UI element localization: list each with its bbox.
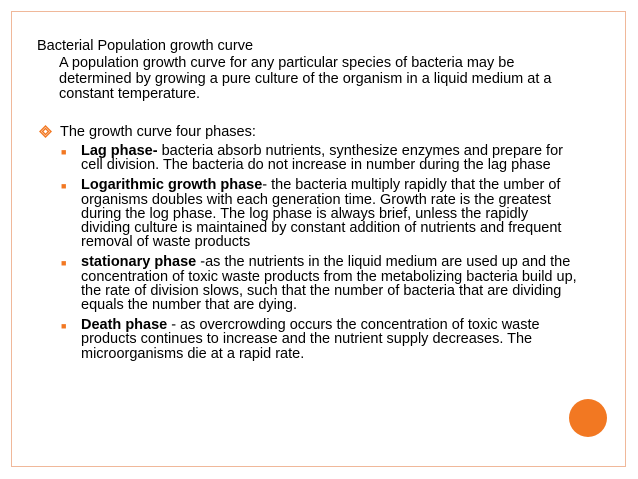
orange-circle-icon (569, 399, 607, 437)
phase-term: Logarithmic growth phase (81, 177, 263, 194)
list-item (61, 178, 581, 249)
list-item (61, 144, 581, 172)
square-bullet-icon: ■ (61, 321, 67, 332)
phase-description: -as the nutrients in the liquid medium are used up and the concentration of toxic waste products from the metabolizing bacteria build up, the rate of division slows, such that the number of bacteria that are dividing equals the number that are dying. (81, 254, 577, 314)
phase-description: bacteria absorb nutrients, synthesize enzymes and prepare for cell division. The bacteria do not increase in number during the lag phase (81, 143, 563, 174)
square-bullet-icon: ■ (61, 181, 67, 192)
diamond-bullet-icon (39, 125, 53, 139)
square-bullet-icon: ■ (61, 258, 67, 269)
phase-description: - as overcrowding occurs the concentration of toxic waste products continues to increase and the nutrient supply decreases. The microorganisms die at a rapid rate. (81, 317, 540, 362)
list-item (61, 255, 581, 312)
square-bullet-icon: ■ (61, 147, 67, 157)
intro-paragraph: A population growth curve for any particular species of bacteria may be determined by growing a pure culture of the organism in a liquid medium at a constant temperature. (59, 55, 552, 102)
list-item (61, 318, 581, 361)
phase-description: - the bacteria multiply rapidly that the umber of organisms doubles with each generation time. Growth rate is the greatest during the log phase. The log phase is always brief, unless the rapidly dividing culture is maintained by constant addition of nutrients and frequent removal of waste products (81, 177, 562, 251)
phase-term: stationary phase (81, 254, 197, 271)
phase-term: Death phase (81, 317, 168, 334)
slide-heading: Bacterial Population growth curve (37, 38, 254, 54)
phase-term: Lag phase- (81, 143, 158, 159)
main-bullet-text: The growth curve four phases: (60, 124, 256, 140)
phase-list (61, 144, 581, 361)
